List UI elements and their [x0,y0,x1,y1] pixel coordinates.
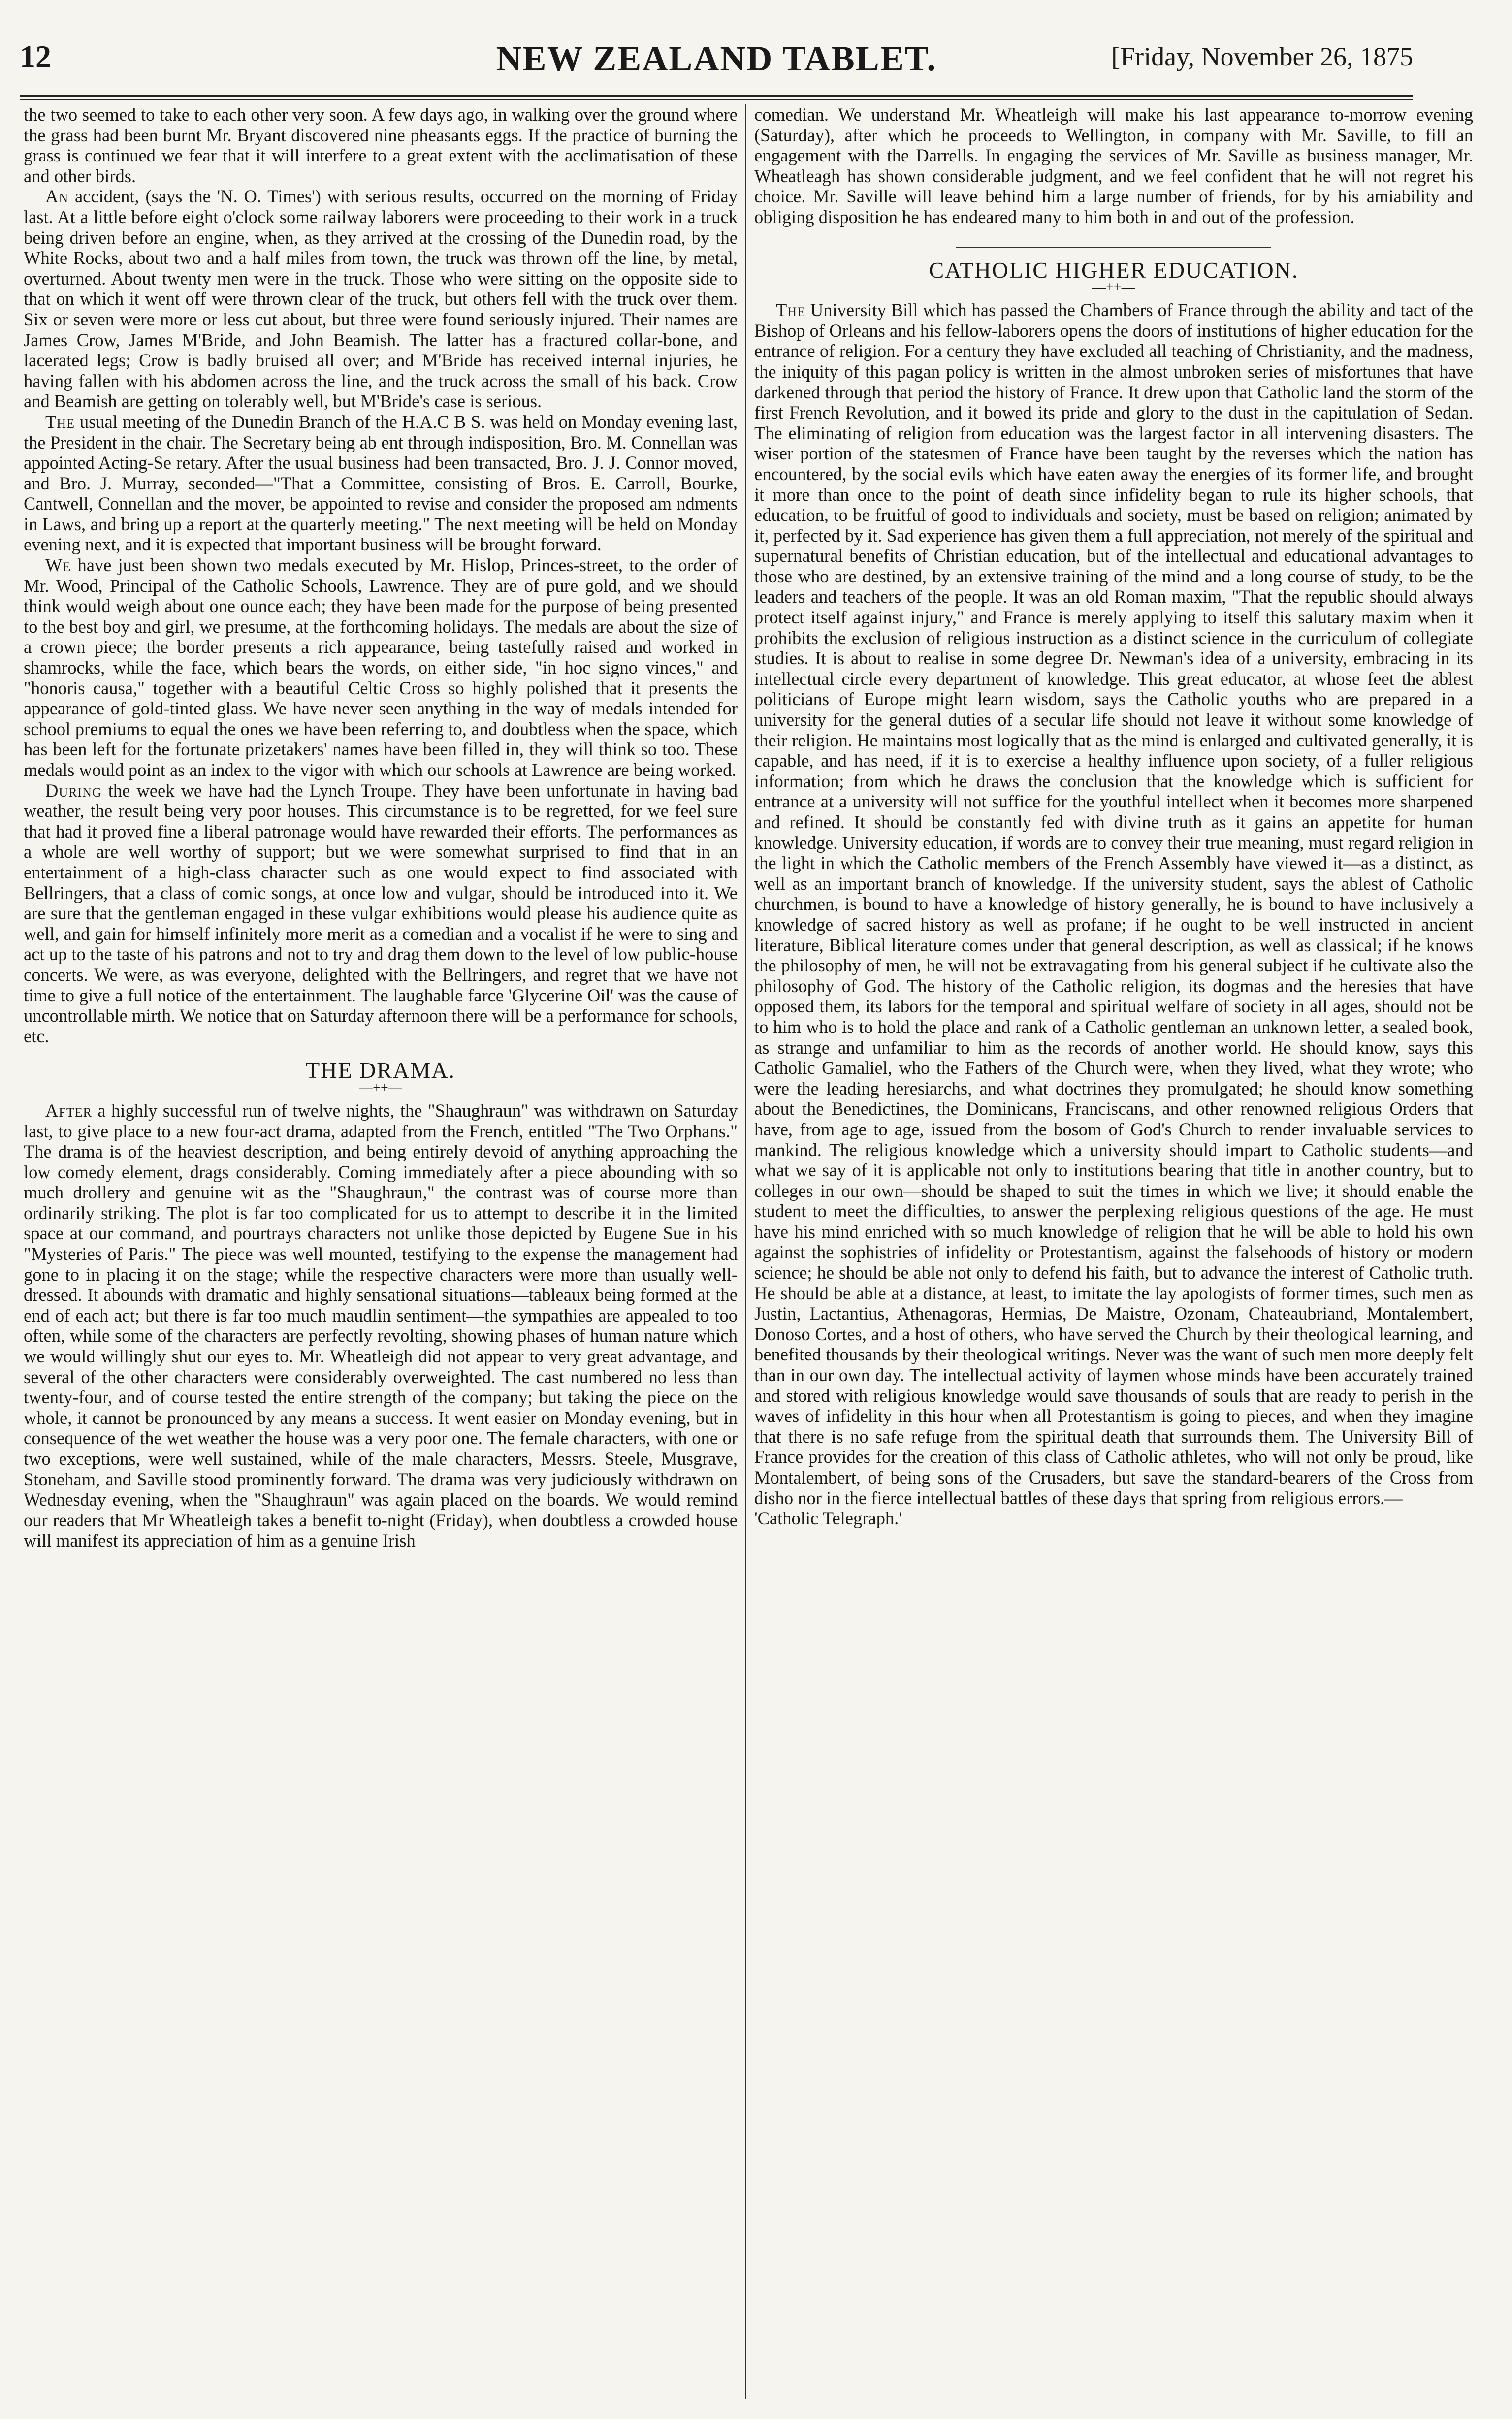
page-number: 12 [20,39,51,74]
lead-word: An [45,186,69,207]
lead-word: After [45,1100,92,1121]
section-divider [956,247,1271,248]
paragraph-lynch-troupe [24,780,738,1047]
section-ornament: —++— [359,1080,402,1096]
paragraph-railway-accident [24,186,738,412]
paragraph-university-bill [754,300,1473,1508]
paragraph-text: a highly successful run of twelve nights, the "Shaughraun" was withdrawn on Saturday last, to give place to a new four-act drama, adapted from the French, entitled "The Two Orphans." The drama is of the heaviest description, and being entirely devoid of anything approaching the low comedy element, drags considerably. Coming immediately after a piece abounding with so much drollery and genuine wit as the "Shaughraun," the contrast was of course more than ordinarily striking. The plot is far too complicated for us to attempt to describe it in the limited space at our command, and pourtrays characters not unlike those depicted by Eugene Sue in his "Mysteries of Paris." The piece was well mounted, testifying to the expense the management had gone to in placing it on the stage; while the respective characters were more than usually well-dressed. It abounds with dramatic and highly sensational situations—tableaux being formed at the end of each act; but there is far too much maudlin sentiment—the sympathies are appealed to too often, while some of the characters are perfectly revolting, showing phases of human nature which we would willingly shut our eyes to. Mr. Wheatleigh did not appear to very great advantage, and several of the other characters were considerably overweighted. The cast numbered no less than twenty-four, and of course tested the entire strength of the company; but taking the piece on the whole, it cannot be pronounced by any means a success. It went easier on Monday evening, but in consequence of the wet weather the house was a very poor one. The female characters, with one or two exceptions, were well sustained, while of the male characters, Messrs. Steele, Musgrave, Stoneham, and Saville stood prominently forward. The drama was very judiciously withdrawn on Wednesday evening, when the "Shaughraun" was again placed on the boards. We would remind our readers that Mr Wheatleigh takes a benefit to-night (Friday), when doubtless a crowded house will manifest its appreciation of him as a genuine Irish [24,1100,738,1551]
paragraph-two-orphans [24,1100,738,1551]
paragraph-text: University Bill which has passed the Chambers of France through the ability and tact of the Bishop of Orleans and his fellow-laborers opens the doors of institutions of higher education for the entrance of religion. For a century they have excluded all teaching of Christianity, and the madness, the iniquity of this pagan policy is written in the almost unbroken series of misfortunes that have darkened through that period the history of France. It drew upon that Catholic land the storm of the first French Revolution, and it bowed its pride and glory to the dust in the capitulation of Sedan. The eliminating of religion from education was the largest factor in all intervening disasters. The wiser portion of the statesmen of France have been taught by the reverses which the nation has encountered, by the social evils which have eaten away the energies of its former life, and brought it more than once to the point of death since infidelity began to rule its higher schools, that education, to be fruitful of good to individuals and society, must be based on religion; animated by it, perfected by it. Sad experience has given them a full appreciation, not merely of the spiritual and supernatural benefits of Christian education, but of the intellectual and educational advantages to those who are destined, by an extensive training of the mind and a long course of study, to be the leaders and teachers of the people. It was an old Roman maxim, "That the republic should always protect itself against injury," and France is merely applying to itself this salutary maxim when it prohibits the exclusion of religious instruction as a distinct science in the curriculum of collegiate studies. It is about to realise in some degree Dr. Newman's idea of a university, embracing in its intellectual circle every department of knowledge. This great educator, at whose feet the ablest politicians of Europe might learn wisdom, says the Catholic youths who are prepared in a university for the general duties of a secular life should not leave it without some knowledge of their religion. He maintains most logically that as the mind is enlarged and cultivated generally, it is capable, and has need, if it is to exercise a healthy influence upon society, of a fuller religious information; from which he draws the conclusion that the knowledge which is sufficient for entrance at a university will not suffice for the youthful intellect when it becomes more sharpened and refined. It should be constantly fed with divine truth as it gains an appetite for human knowledge. University education, if words are to convey their true meaning, must regard religion in the light in which the Catholic members of the French Assembly have viewed it—as a distinct, as well as an important branch of knowledge. If the university student, says the ablest of Catholic churchmen, is bound to have a knowledge of history generally, he is bound to have inclusively a knowledge of sacred history as well as profane; if he ought to be well instructed in ancient literature, Biblical literature comes under that general description, as well as classical; if he knows the philosophy of men, he will not be extravagating from his general subject if he cultivate also the philosophy of God. The history of the Catholic religion, its dogmas and the heresies that have opposed them, its labors for the temporal and spiritual welfare of society in all ages, should not be to him who is to hold the place and rank of a Catholic gentleman an unknown letter, a sealed book, as strange and unfamiliar to him as the records of another world. He should know, says this Catholic Gamaliel, who the Fathers of the Church were, when they lived, what they wrote; who were the leading heresiarchs, and what doctrines they promulgated; he should know something about the Benedictines, the Dominicans, Franciscans, and other renowned religious Orders that have, from age to age, issued from the bosom of God's Church to render invaluable services to mankind. The religious knowledge which a university should impart to Catholic students—and what we say of it is applicable not only to institutions bearing that title in another country, but to colleges in our own—should be shaped to suit the times in which we live; it should enable the student to meet the difficulties, to answer the perplexing religious questions of the age. He must have his mind enriched with so much knowledge of religion that he will be able to hold his own against the sophistries of infidelity or Protestantism, against the falsehoods of history or modern science; he should be able not only to defend his faith, but to advance the interest of Catholic truth. He should be able at a distance, at least, to imitate the lay apologists of former times, such men as Justin, Lactantius, Athenagoras, Hermias, De Maistre, Ozonam, Chateaubriand, Montalembert, Donoso Cortes, and a host of others, who have served the Church by their theological learning, and benefited thousands by their theological writings. Never was the want of such men more deeply felt than in our own day. The intellectual activity of laymen whose minds have been accurately trained and stored with religious knowledge would save thousands of souls that are ready to perish in the waves of infidelity in this hour when all Protestantism is going to pieces, and when they imagine that there is no safe refuge from the spiritual death that surrounds them. The University Bill of France provides for the creation of this class of Catholic athletes, who will not only be proud, like Montalembert, of being sons of the Crusaders, but save the standard-bearers of the Cross from disho nor in the fierce intellectual battles of these days that spring from religious errors.— [754,300,1473,1508]
paragraph-medals [24,555,738,780]
lead-word: The [45,411,75,432]
lead-word: The [776,300,805,321]
paragraph-text: accident, (says the 'N. O. Times') with serious results, occurred on the morning of Friday last. At a little before eight o'clock some railway laborers were proceeding to their work in a truck being driven before an engine, when, as they arrived at the crossing of the Dunedin road, by the White Rocks, about two and a half miles from town, the truck was thrown off the line, by metal, overturned. About twenty men were in the truck. Those who were sitting on the opposite side to that on which it went off were thrown clear of the truck, but others fell with the truck over them. Six or seven were more or less cut about, but three were found seriously injured. Their names are James Crow, James M'Bride, and John Beamish. The latter has a fractured collar-bone, and lacerated legs; Crow is badly bruised all over; and M'Bride has received internal injuries, he having fallen with his abdomen across the line, and the truck across the small of his back. Crow and Beamish are getting on tolerably well, but M'Bride's case is serious. [24,186,738,412]
source-credit: 'Catholic Telegraph.' [754,1508,902,1529]
left-column [24,104,738,2409]
lead-word: During [45,780,102,801]
header-rule-thin [20,99,1413,100]
paragraph-wheatleigh: comedian. We understand Mr. Wheatleigh will make his last appearance to-morrow evening (Saturday), after which he proceeds to Wellington, in company with Mr. Saville, to fill an engagement with the Darrells. In engaging the services of Mr. Saville as business manager, Mr. Wheatleagh has shown considerable judgment, and we feel confident that he will not regret his choice. Mr. Saville will leave behind him a large number of friends, for by his amiability and obliging disposition he has endeared many to him both in and out of the profession. [754,104,1473,227]
section-title-drama: THE DRAMA. [306,1058,455,1083]
paragraph-hacbs-meeting [24,412,738,555]
column-divider [745,104,746,2399]
paragraph-text: the week we have had the Lynch Troupe. They have been unfortunate in having bad weather, the result being very poor houses. This circumstance is to be regretted, for we feel sure that had it proved fine a liberal patronage would have rewarded their efforts. The performances as a whole are well worthy of support; but we were somewhat surprised to find that in an entertainment of a high-class character such as one would expect to find associated with Bellringers, that a class of comic songs, at once low and vulgar, should be introduced into it. We are sure that the gentleman engaged in these vulgar exhibitions would please his audience quite as well, and gain for himself infinitely more merit as a comedian and a vocalist if he were to sing and act up to the taste of his patrons and not to try and drag them down to the level of low public-house concerts. We were, as was everyone, delighted with the Bellringers, and regret that we have not time to give a full notice of the entertainment. The laughable farce 'Glycerine Oil' was the cause of uncontrollable mirth. We notice that on Saturday afternoon there will be a performance for schools, etc. [24,780,738,1046]
section-ornament: —++— [1092,280,1135,295]
issue-date: [Friday, November 26, 1875 [1111,42,1413,71]
paragraph-text: usual meeting of the Dunedin Branch of the H.A.C B S. was held on Monday evening last, the President in the chair. The Secretary being ab ent through indisposition, Bro. M. Connellan was appointed Acting-Se retary. After the usual business had been transacted, Bro. J. J. Connor moved, and Bro. J. Murray, seconded—"That a Committee, consisting of Bros. E. Carroll, Bourke, Cantwell, Connellan and the mover, be appointed to revise and consider the proposed am ndments in Laws, and bring up a report at the quarterly meeting." The next meeting will be held on Monday evening next, and it is expected that important business will be brought forward. [24,411,738,555]
lead-word: We [45,555,71,576]
masthead [20,38,1413,93]
header-rule [20,95,1413,97]
section-title-education: CATHOLIC HIGHER EDUCATION. [929,257,1299,283]
newspaper-title: NEW ZEALAND TABLET. [496,39,937,78]
right-column [754,104,1473,2409]
paragraph-text: have just been shown two medals executed by Mr. Hislop, Princes-street, to the order of Mr. Wood, Principal of the Catholic Schools, Lawrence. They are of pure gold, and we should think would weigh about one ounce each; they have been made for the purpose of being presented to the best boy and girl, we presume, at the forthcoming holidays. The medals are about the size of a crown piece; the border presents a rich appearance, being tastefully raised and worked in shamrocks, while the face, which bears the words, on either side, "in hoc signo vinces," and "honoris causa," together with a beautiful Celtic Cross so highly polished that it presents the appearance of gold-tinted glass. We have never seen anything in the way of medals intended for school premiums to equal the ones we have been referring to, and doubtless when the space, which has been left for the fortunate prizetakers' names have been filled in, they will think so too. These medals would point as an index to the vigor with which our schools at Lawrence are being worked. [24,555,738,780]
paragraph-pheasants: the two seemed to take to each other very soon. A few days ago, in walking over the ground where the grass had been burnt Mr. Bryant discovered nine pheasants eggs. If the practice of burning the grass is continued we fear that it will interfere to a great extent with the acclimatisation of these and other birds. [24,104,738,186]
